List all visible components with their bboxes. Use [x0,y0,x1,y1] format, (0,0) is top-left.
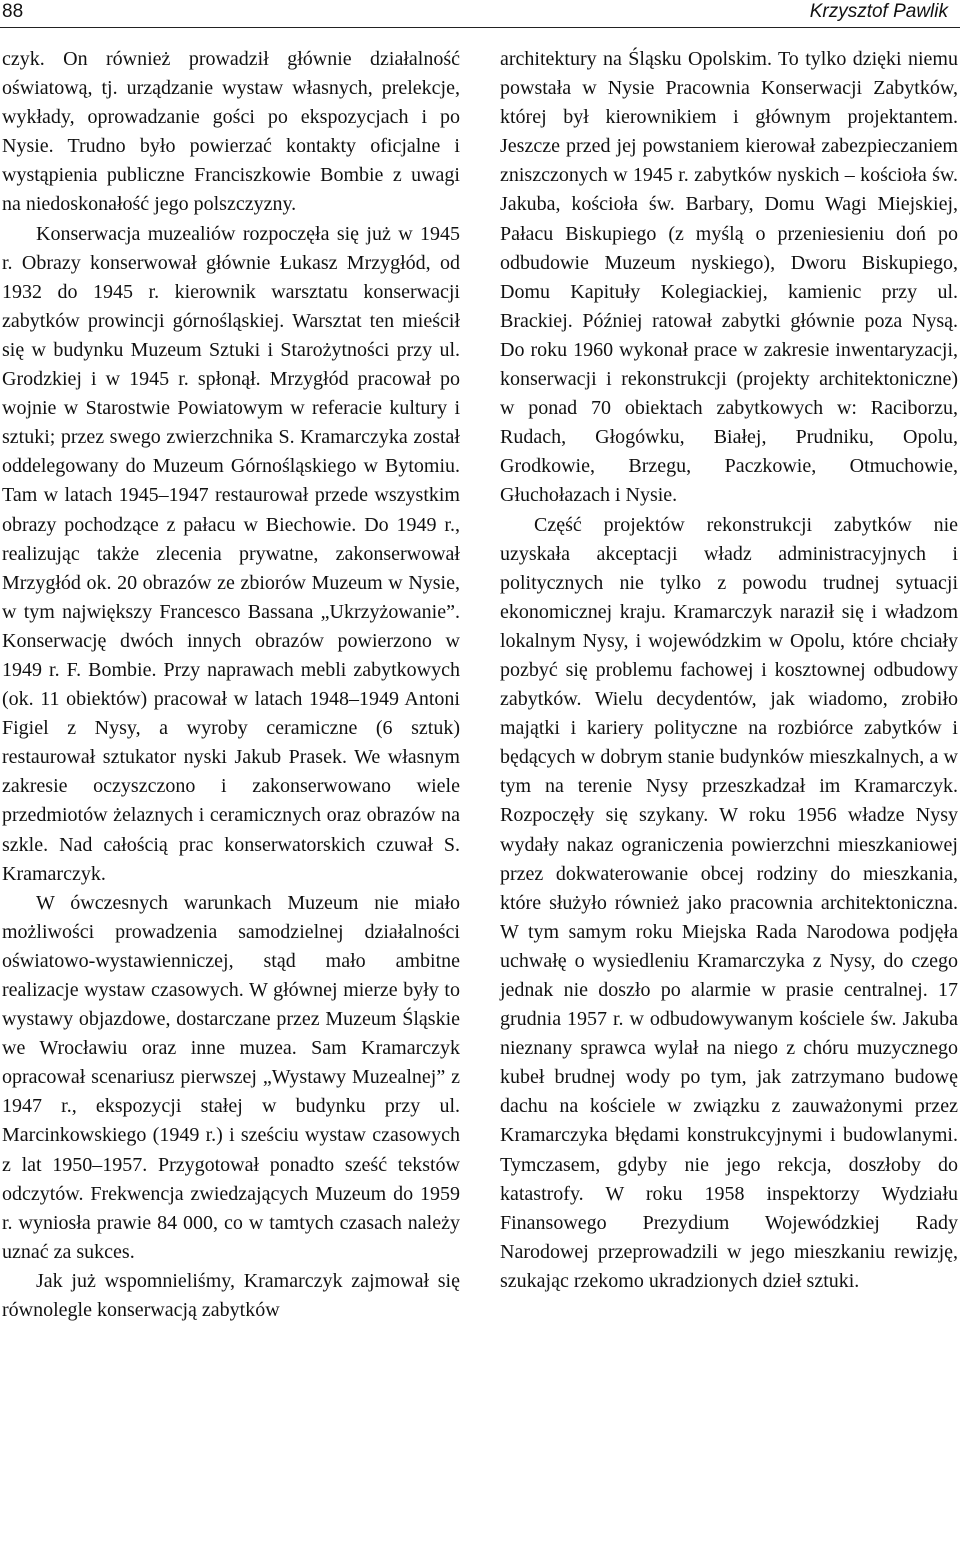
page-header [0,0,960,30]
header-rule [0,27,960,28]
page-number: 88 [2,1,24,22]
paragraph: architektury na Śląsku Opolskim. To tylko dzięki niemu powstała w Nysie Pracownia Konserwacji Zabytków, której był kierownikiem i głównym projektantem. Jeszcze przed jej powstaniem kierował zabezpieczaniem zniszczonych w 1945 r. zabytków nyskich – kościoła św. Jakuba, kościoła św. Barbary, Domu Wagi Miejskiej, Pałacu Biskupiego (z myślą o przeniesieniu doń po odbudowie Muzeum nyskiego), Dworu Biskupiego, Domu Kapituły Kolegiackiej, kamienic przy ul. Brackiej. Później ratował zabytki głównie poza Nysą. Do roku 1960 wykonał prace w zakresie inwentaryzacji, konserwacji i rekonstrukcji (projekty architektoniczne) w ponad 70 obiektach zabytkowych w: Raciborzu, Rudach, Głogówku, Białej, Prudniku, Opolu, Grodkowie, Brzegu, Paczkowie, Otmuchowie, Głuchołazach i Nysie. [500,48,958,507]
paragraph: czyk. On również prowadził głównie działalność oświatową, tj. urządzanie wystaw własnych, prelekcje, wykłady, oprowadzanie gości po ekspozycjach i po Nysie. Trudno było powierzać kontakty oficjalne i wystąpienia publiczne Franciszkowie Bombie z uwagi na niedoskonałość jego polszczyzny. [2,48,460,216]
running-head-author: Krzysztof Pawlik [809,1,948,22]
paragraph: Konserwacja muzealiów rozpoczęła się już w 1945 r. Obrazy konserwował głównie Łukasz Mrzygłód, od 1932 do 1945 r. kierownik warsztatu konserwacji zabytków prowincji górnośląskiej. Warsztat ten mieścił się w budynku Muzeum Sztuki i Starożytności przy ul. Grodzkiej i w 1945 r. spłonął. Mrzygłód pracował po wojnie w Starostwie Powiatowym w referacie kultury i sztuki; przez swego zwierzchnika S. Kramarczyka został oddelegowany do Muzeum Górnośląskiego w Bytomiu. Tam w latach 1945–1947 restaurował przede wszystkim obrazy pochodzące z pałacu w Biechowie. Do 1949 r., realizując także zlecenia prywatne, zakonserwował Mrzygłód ok. 20 obrazów ze zbiorów Muzeum w Nysie, w tym największy Francesco Bassana „Ukrzyżowanie”. Konserwację dwóch innych obrazów powierzono w 1949 r. F. Bombie. Przy naprawach mebli zabytkowych (ok. 11 obiektów) pracował w latach 1948–1949 Antoni Figiel z Nysy, a wyroby ceramiczne (6 sztuk) restaurował sztukator nyski Jakub Prasek. We własnym zakresie oczyszczono i zakonserwowano wiele przedmiotów żelaznych i ceramicznych oraz obrazów na szkle. Nad całością prac konserwatorskich czuwał S. Kramarczyk. [2,222,460,885]
left-column [2,45,460,1325]
paragraph: W ówczesnych warunkach Muzeum nie miało możliwości prowadzenia samodzielnej działalności oświatowo-wystawienniczej, stąd mało ambitne realizacje wystaw czasowych. W głównej mierze były to wystawy objazdowe, dostarczane przez Muzeum Śląskie we Wrocławiu oraz inne muzea. Sam Kramarczyk opracował scenariusz pierwszej „Wystawy Muzealnej” z 1947 r., ekspozycji stałej w budynku przy ul. Marcinkowskiego (1949 r.) i sześciu wystaw czasowych z lat 1950–1957. Przygotował ponadto sześć tekstów odczytów. Frekwencja zwiedzających Muzeum do 1959 r. wyniosła prawie 84 000, co w tamtych czasach należy uznać za sukces. [2,891,460,1263]
right-column [500,45,958,1296]
paragraph: Część projektów rekonstrukcji zabytków nie uzyskała akceptacji władz administracyjnych i politycznych nie tylko z powodu trudnej sytuacji ekonomicznej kraju. Kramarczyk naraził się i władzom lokalnym Nysy, i wojewódzkim w Opolu, które chciały pozbyć się problemu fachowej i kosztownej odbudowy zabytków. Wielu decydentów, jak wiadomo, zrobiło majątki i kariery polityczne na rozbiórce zabytków i będących w dobrym stanie budynków mieszkalnych, a w tym na terenie Nysy przeszkadzał im Kramarczyk. Rozpoczęły się szykany. W roku 1956 władze Nysy wydały nakaz ograniczenia powierzchni mieszkaniowej przez dokwaterowanie obcej rodziny do mieszkania, które służyło również jako pracownia architektoniczna. W tym samym roku Miejska Rada Narodowa podjęła uchwałę o wysiedleniu Kramarczyka z Nysy, do czego jednak nie doszło po alarmie w prasie centralnej. 17 grudnia 1957 r. w odbudowywanym kościele św. Jakuba nieznany sprawca wylał na niego z chóru muzycznego kubeł brudnej wody po tym, jak zatrzymano budowę dachu na kościele w związku z zauważonymi przez Kramarczyka błędami konstrukcyjnymi i budowlanymi. Tymczasem, gdyby nie jego rekcja, doszłoby do katastrofy. W roku 1958 inspektorzy Wydziału Finansowego Prezydium Wojewódzkiej Rady Narodowej przeprowadzili w jego mieszkaniu rewizję, szukając rzekomo ukradzionych dzieł sztuki. [500,513,958,1292]
paragraph: Jak już wspomnieliśmy, Kramarczyk zajmował się równolegle konserwacją zabytków [2,1269,460,1322]
